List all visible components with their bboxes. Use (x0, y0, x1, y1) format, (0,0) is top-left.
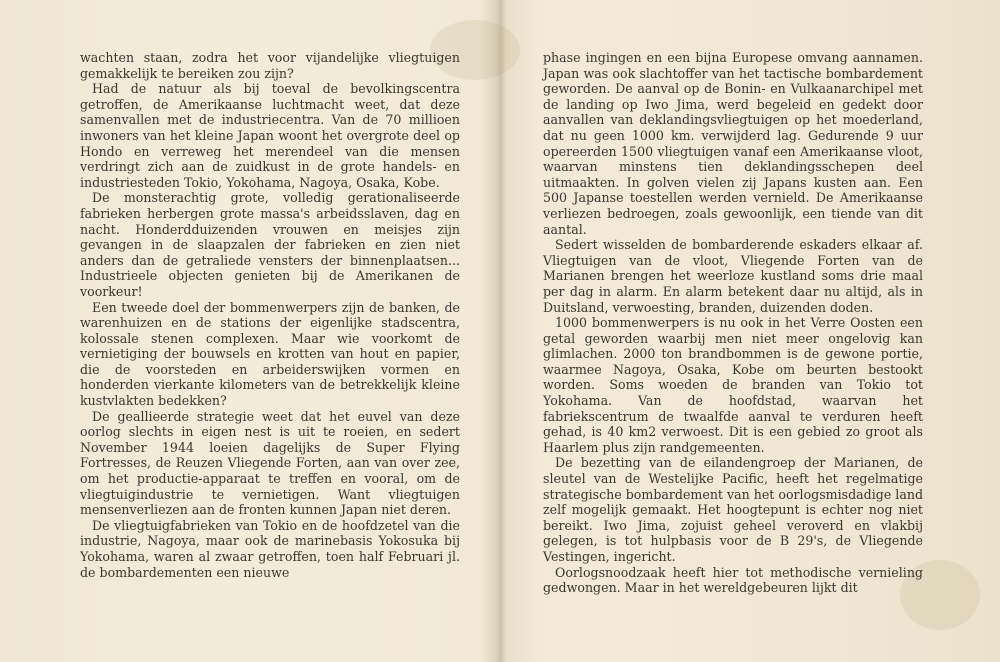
left-paragraph-3: De monsterachtig grote, volledig gerationaliseerde fabrieken herbergen grote massa's arbeidsslaven, dag en nacht. Honderdduizenden vrouwen en meisjes zijn gevangen in de slaapzalen der fabrieken en zien niet anders dan de getraliede vensters der binnenplaatsen... Industrieele objecten genieten bij de Amerikanen de voorkeur! (80, 190, 460, 299)
right-paragraph-4: De bezetting van de eilandengroep der Marianen, de sleutel van de Westelijke Pacific, heeft het regelmatige strategische bombardement van het oorlogsmisdadige land zelf mogelijk gemaakt. Het hoogtepunt is echter nog niet bereikt. Iwo Jima, zojuist geheel veroverd en vlakbij gelegen, is tot hulpbasis voor de B 29's, de Vliegende Vestingen, ingericht. (543, 455, 924, 564)
right-paragraph-3: 1000 bommenwerpers is nu ook in het Verre Oosten een getal geworden waarbij men niet meer ongelovig kan glimlachen. 2000 ton brandbommen is de gewone portie, waarmee Nagoya, Osaka, Kobe om beurten bestookt worden. Soms woeden de branden van Tokio tot Yokohama. Van de hoofdstad, waarvan het fabriekscentrum de twaalfde aanval te verduren heeft gehad, is 40 km2 verwoest. Dit is een gebied zo groot als Haarlem plus zijn randgemeenten. (543, 315, 923, 455)
left-page (80, 50, 460, 580)
left-paragraph-4: Een tweede doel der bommenwerpers zijn de banken, de warenhuizen en de stations der eigenlijke stadscentra, kolossale stenen complexen. Maar wie voorkomt de vernietiging der bouwsels en krotten van hout en papier, die de voorsteden en arbeiderswijken vormen en honderden vierkante kilometers van de betrekkelijk kleine kustvlakten bedekken? (80, 299, 460, 409)
right-page (543, 50, 923, 596)
book-gutter (496, 0, 506, 662)
left-paragraph-2: Had de natuur als bij toeval de bevolkingscentra getroffen, de Amerikaanse luchtmacht weet, dat deze samenvallen met de industriecentra. Van de 70 millioen inwoners van het kleine Japan woont het overgrote deel op Hondo en verreweg het merendeel van die mensen verdringt zich aan de zuidkust in de grote handels- en industriesteden Tokio, Yokohama, Nagoya, Osaka, Kobe. (80, 81, 460, 190)
right-paragraph-2: Sedert wisselden de bombarderende eskaders elkaar af. Vliegtuigen van de vloot, Vliegende Forten van de Marianen brengen het weerloze kustland soms drie maal per dag in alarm. En alarm betekent daar nu altijd, als in Duitsland, verwoesting, branden, duizenden doden. (543, 237, 923, 315)
right-paragraph-5: Oorlogsnoodzaak heeft hier tot methodische vernieling gedwongen. Maar in het wereldgebeuren lijkt dit (543, 564, 923, 596)
left-paragraph-1: wachten staan, zodra het voor vijandelijke vliegtuigen gemakkelijk te bereiken zou zijn? (80, 50, 460, 81)
right-paragraph-1: phase ingingen en een bijna Europese omvang aannamen. Japan was ook slachtoffer van het tactische bombardement geworden. De aanval op de Bonin- en Vulkaanarchipel met de landing op Iwo Jima, werd begeleid en gedekt door aanvallen van deklandingsvliegtuigen op het moederland, dat nu geen 1000 km. verwijderd lag. Gedurende 9 uur opereerden 1500 vliegtuigen vanaf een Amerikaanse vloot, waarvan minstens tien deklandingsschepen deel uitmaakten. In golven vielen zij Japans kusten aan. Een 500 Japanse toestellen werden vernield. De Amerikaanse verliezen bedroegen, zoals gewoonlijk, een tiende van dit aantal. (543, 50, 923, 237)
left-paragraph-5: De geallieerde strategie weet dat het euvel van deze oorlog slechts in eigen nest is uit te roeien, en sedert November 1944 loeien dagelijks de Super Flying Fortresses, de Reuzen Vliegende Forten, aan van over zee, om het productie-apparaat te treffen en vooral, om de vliegtuigindustrie te vernietigen. Want vliegtuigen mensenverliezen aan de fronten kunnen Japan niet deren. (80, 408, 460, 518)
left-paragraph-6: De vliegtuigfabrieken van Tokio en de hoofdzetel van die industrie, Nagoya, maar ook de marinebasis Yokosuka bij Yokohama, waren al zwaar getroffen, toen half Februari jl. de bombardementen een nieuwe (80, 517, 460, 580)
